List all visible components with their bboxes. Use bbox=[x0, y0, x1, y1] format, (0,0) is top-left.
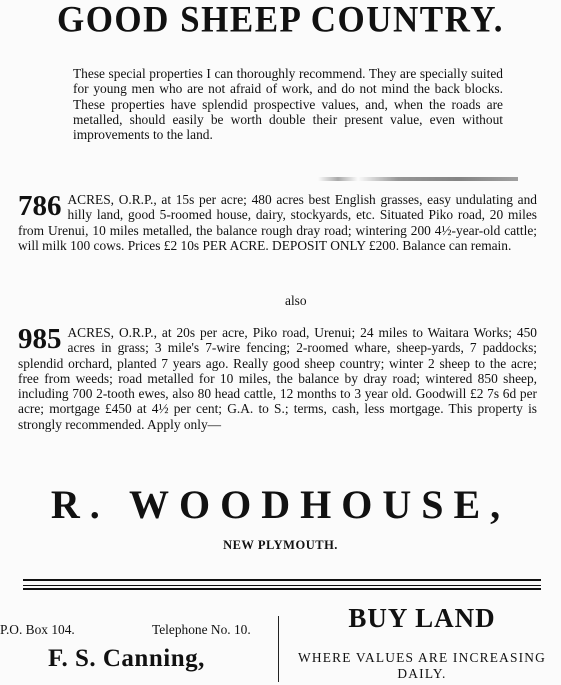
telephone: Telephone No. 10. bbox=[152, 622, 251, 637]
agent-name: R. WOODHOUSE, bbox=[50, 482, 511, 527]
divider-rule bbox=[23, 585, 541, 586]
po-box: P.O. Box 104. bbox=[0, 622, 75, 637]
listing-text: ACRES, O.R.P., at 20s per acre, Piko road, Urenui; 24 miles to Waitara Works; 450 acres in grass; 3 mile's 7-wire fencing; 2-roomed whare, sheep-yards, 7 paddocks; splendid orchard, planted 7 years ago. Really good sheep country; winter 2 sheep to the acre; free from weeds; road metalled for 10 miles, the balance by dray road; wintered 850 sheep, including 700 2-tooth ewes, also 80 head cattle, 12 months to 3 year old. Goodwill £2 7s 6d per acre; mortgage £450 at 4½ per cent; G.A. to S.; terms, cash, less mortgage. This property is strongly recommended. Apply only— bbox=[18, 325, 537, 432]
intro-paragraph: These special properties I can thoroughly recommend. They are specially suited for young men who are not afraid of work, and do not mind the back blocks. These properties have splendid prospective values, and, when the roads are metalled, should easily be worth double their present value, even without improvements to the land. bbox=[73, 66, 503, 143]
buy-land-heading: BUY LAND bbox=[348, 603, 496, 633]
listing-985 bbox=[18, 325, 537, 432]
headline: GOOD SHEEP COUNTRY. bbox=[56, 0, 505, 40]
buy-land-tagline: WHERE VALUES ARE INCREASING DAILY. bbox=[297, 650, 547, 681]
divider-rule bbox=[23, 579, 541, 581]
also-separator: also bbox=[285, 293, 307, 308]
listing-number: 985 bbox=[18, 323, 62, 355]
agent-town: NEW PLYMOUTH. bbox=[223, 538, 338, 552]
column-divider bbox=[278, 616, 279, 682]
listing-text: ACRES, O.R.P., at 15s per acre; 480 acres best English grasses, easy undulating and hilly land, good 5-roomed house, dairy, stockyards, etc. Situated Piko road, 20 miles from Urenui, 10 miles metalled, the balance rough dray road; wintering 200 4½-year-old cattle; will milk 100 cows. Prices £2 10s PER ACRE. DEPOSIT ONLY £200. Balance can remain. bbox=[18, 192, 537, 253]
advertiser-name: F. S. Canning, bbox=[48, 645, 205, 672]
listing-number: 786 bbox=[18, 190, 62, 222]
listing-786 bbox=[18, 192, 537, 253]
decorative-rule bbox=[318, 177, 518, 181]
divider-rule bbox=[23, 588, 541, 590]
